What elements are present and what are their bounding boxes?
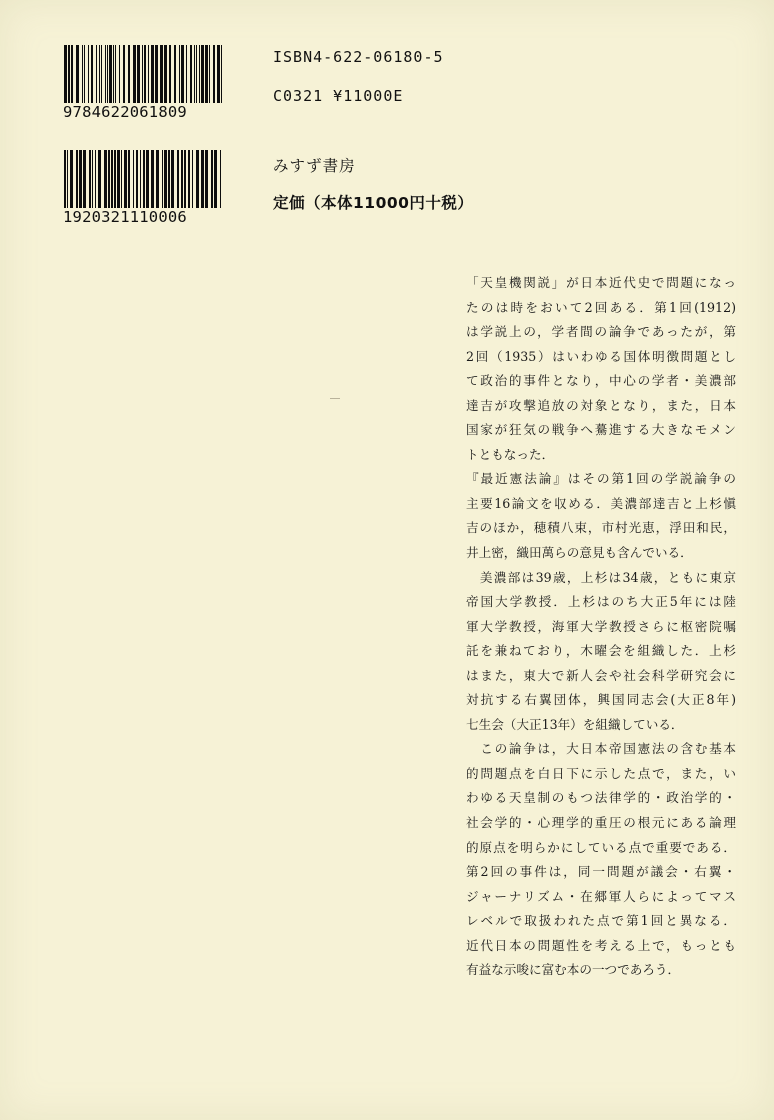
blurb-line: 七生会（大正13年）を組織している． [466, 716, 684, 732]
barcode-number-bottom: 1920321110006 [63, 208, 187, 226]
price-barcode [63, 150, 225, 226]
blurb-line: 第2回の事件は，同一問題が議会・右翼・ [466, 864, 736, 880]
blurb-line: 国家が狂気の戦争へ驀進する大きなモメン [466, 422, 736, 438]
classification-code: C0321 ¥11000E [273, 87, 404, 105]
blurb-line: たのは時をおいて2回ある．第1回(1912) [466, 299, 736, 315]
blurb-line: 近代日本の問題性を考える上で，もっとも [466, 937, 736, 953]
blurb-line: 帝国大学教授．上杉はのち大正5年には陸 [466, 594, 736, 610]
price-label: 定価（本体11000円十税） [273, 194, 474, 212]
book-blurb [466, 271, 736, 983]
blurb-line: わゆる天皇制のもつ法律学的・政治学的・ [466, 790, 736, 806]
blurb-line: 井上密，織田萬らの意見も含んでいる． [466, 545, 693, 561]
blurb-line: は学説上の，学者間の論争であったが，第 [466, 324, 736, 340]
blurb-line: 「天皇機関説」が日本近代史で問題になっ [466, 275, 736, 290]
blurb-line: 達吉が攻撃追放の対象となり，また，日本 [466, 397, 736, 413]
paper-speck [330, 398, 340, 399]
blurb-line: レベルで取扱われた点で第1回と異なる． [466, 913, 736, 929]
blurb-line: 対抗する右翼団体，興国同志会(大正8年) [466, 692, 736, 708]
blurb-line: 的問題点を白日下に示した点で，また，い [466, 765, 736, 781]
barcode-number-top: 9784622061809 [63, 103, 187, 121]
blurb-line: 軍大学教授，海軍大学教授さらに枢密院嘱 [466, 618, 736, 634]
blurb-line: て政治的事件となり，中心の学者・美濃部 [466, 373, 736, 389]
blurb-line: 美濃部は39歳，上杉は34歳，ともに東京 [466, 569, 736, 585]
blurb-line: 社会学的・心理学的重圧の根元にある論理 [466, 815, 736, 831]
blurb-line: トともなった． [466, 446, 555, 462]
blurb-line: 有益な示唆に富む本の一つであろう． [466, 962, 681, 978]
blurb-line: 吉のほか，穂積八束，市村光恵，浮田和民， [466, 520, 736, 536]
isbn-barcode [63, 45, 225, 121]
blurb-line: 2回（1935）はいわゆる国体明徴問題とし [466, 348, 736, 364]
blurb-line: 『最近憲法論』はその第1回の学説論争の [466, 471, 736, 487]
barcode-bars-bottom [64, 150, 222, 208]
blurb-line: 託を兼ねており，木曜会を組織した．上杉 [466, 643, 736, 659]
blurb-line: はまた，東大で新人会や社会科学研究会に [466, 667, 736, 683]
blurb-line: 主要16論文を収める．美濃部達吉と上杉愼 [466, 495, 736, 511]
publisher-name: みすず書房 [273, 157, 356, 175]
blurb-line: 的原点を明らかにしている点で重要である． [466, 839, 736, 855]
blurb-line: ジャーナリズム・在郷軍人らによってマス [466, 888, 736, 904]
barcode-bars-top [64, 45, 222, 103]
isbn-code: ISBN4-622-06180-5 [273, 48, 444, 66]
blurb-line: この論争は，大日本帝国憲法の含む基本 [466, 741, 736, 757]
